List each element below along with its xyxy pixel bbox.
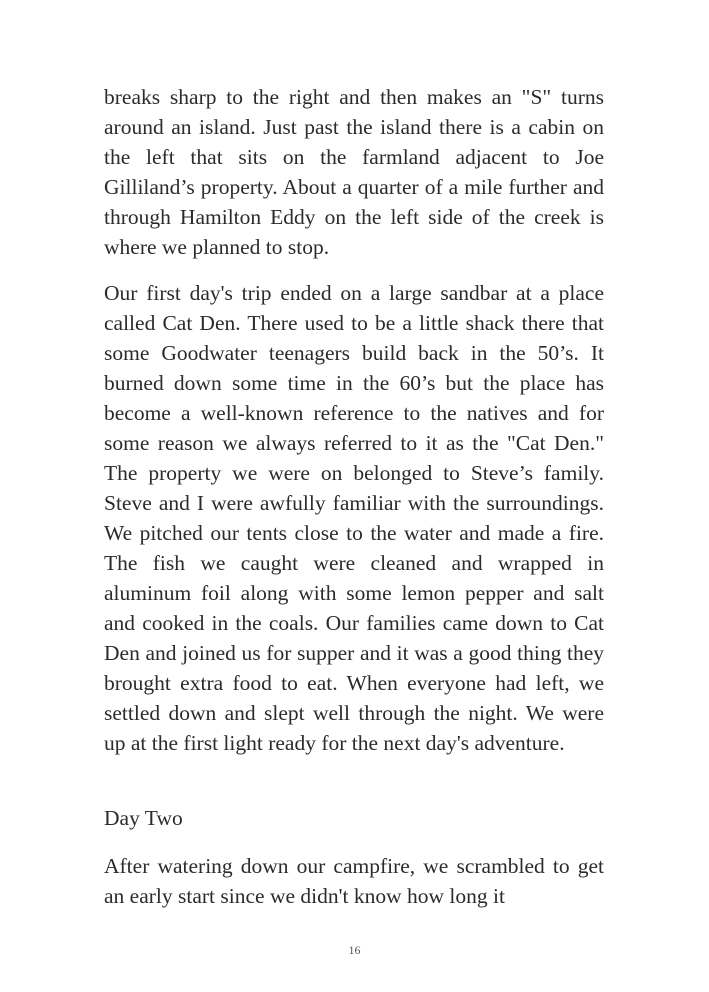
section-heading: Day Two (104, 806, 183, 830)
paragraph-day-two (104, 851, 604, 911)
page-number: 16 (348, 943, 361, 957)
paragraph-text: breaks sharp to the right and then makes an "S" turns around an island. Just past the island there is a cabin on the left that sits on the farmland adjacent to Joe Gilliland’s property. About a quarter of a mile further and through Hamilton Eddy on the left side of the creek is where we planned to stop. (104, 85, 604, 259)
paragraph-cat-den (104, 278, 604, 758)
paragraph-text: After watering down our campfire, we scrambled to get an early start since we didn't know how long it (104, 854, 604, 908)
paragraph-text: Our first day's trip ended on a large sandbar at a place called Cat Den. There used to be a little shack there that some Goodwater teenagers build back in the 50’s. It burned down some time in the 60’s but the place has become a well-known reference to the natives and for some reason we always referred to it as the "Cat Den." The property we were on belonged to Steve’s family. Steve and I were awfully familiar with the surroundings. We pitched our tents close to the water and made a fire. The fish we caught were cleaned and wrapped in aluminum foil along with some lemon pepper and salt and cooked in the coals. Our families came down to Cat Den and joined us for supper and it was a good thing they brought extra food to eat. When everyone had left, we settled down and slept well through the night. We were up at the first light ready for the next day's adventure. (104, 281, 604, 755)
paragraph-cabin-route (104, 82, 604, 262)
section-heading-block (104, 803, 604, 833)
